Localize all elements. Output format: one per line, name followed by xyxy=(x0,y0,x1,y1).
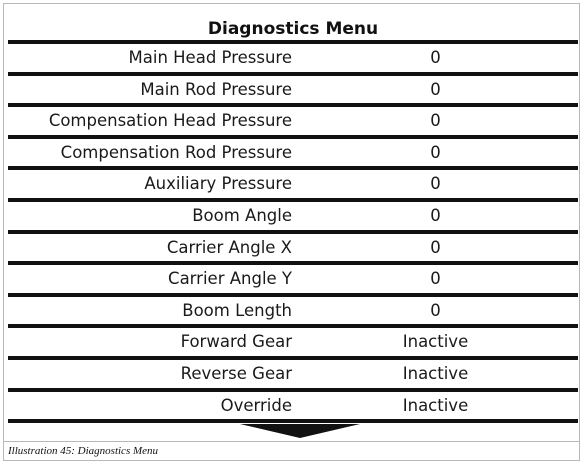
row-value: 0 xyxy=(430,205,441,225)
row-label: Boom Length xyxy=(182,300,292,320)
diagnostic-row-auxiliary-pressure xyxy=(8,166,578,198)
row-value: 0 xyxy=(430,174,441,194)
diagnostic-row-boom-angle xyxy=(8,198,578,230)
row-label: Override xyxy=(220,395,292,415)
diagnostic-row-override xyxy=(8,388,578,420)
diagnostics-list xyxy=(8,40,578,419)
arrow-down-icon[interactable] xyxy=(240,424,360,438)
row-value: 0 xyxy=(430,300,441,320)
row-value: 0 xyxy=(430,48,441,67)
row-label: Auxiliary Pressure xyxy=(144,174,292,194)
diagnostics-panel xyxy=(8,18,578,438)
figure-caption: Illustration 45: Diagnostics Menu xyxy=(8,445,159,457)
diagnostic-row-forward-gear xyxy=(8,324,578,356)
diagnostic-row-compensation-head-pressure xyxy=(8,103,578,135)
list-bottom-divider xyxy=(8,419,578,423)
row-label: Carrier Angle X xyxy=(166,237,292,257)
row-label: Reverse Gear xyxy=(180,363,292,383)
row-label: Main Rod Pressure xyxy=(140,79,292,99)
caption-divider xyxy=(4,441,579,442)
row-label: Carrier Angle Y xyxy=(168,269,292,289)
row-label: Main Head Pressure xyxy=(128,48,292,67)
diagnostic-row-main-rod-pressure xyxy=(8,72,578,104)
diagnostic-row-reverse-gear xyxy=(8,356,578,388)
row-value: Inactive xyxy=(402,363,469,383)
row-value: 0 xyxy=(430,111,441,131)
diagnostic-row-carrier-angle-y xyxy=(8,261,578,293)
row-label: Compensation Rod Pressure xyxy=(60,142,292,162)
diagnostic-row-main-head-pressure xyxy=(8,40,578,72)
row-value: Inactive xyxy=(402,332,469,352)
diagnostic-row-compensation-rod-pressure xyxy=(8,135,578,167)
diagnostic-row-boom-length xyxy=(8,293,578,325)
row-value: 0 xyxy=(430,142,441,162)
row-label: Forward Gear xyxy=(180,332,292,352)
row-value: Inactive xyxy=(402,395,469,415)
row-label: Boom Angle xyxy=(192,205,292,225)
row-label: Compensation Head Pressure xyxy=(48,111,292,131)
row-value: 0 xyxy=(430,237,441,257)
menu-title: Diagnostics Menu xyxy=(207,19,379,39)
row-value: 0 xyxy=(430,79,441,99)
diagnostic-row-carrier-angle-x xyxy=(8,230,578,262)
row-value: 0 xyxy=(430,269,441,289)
